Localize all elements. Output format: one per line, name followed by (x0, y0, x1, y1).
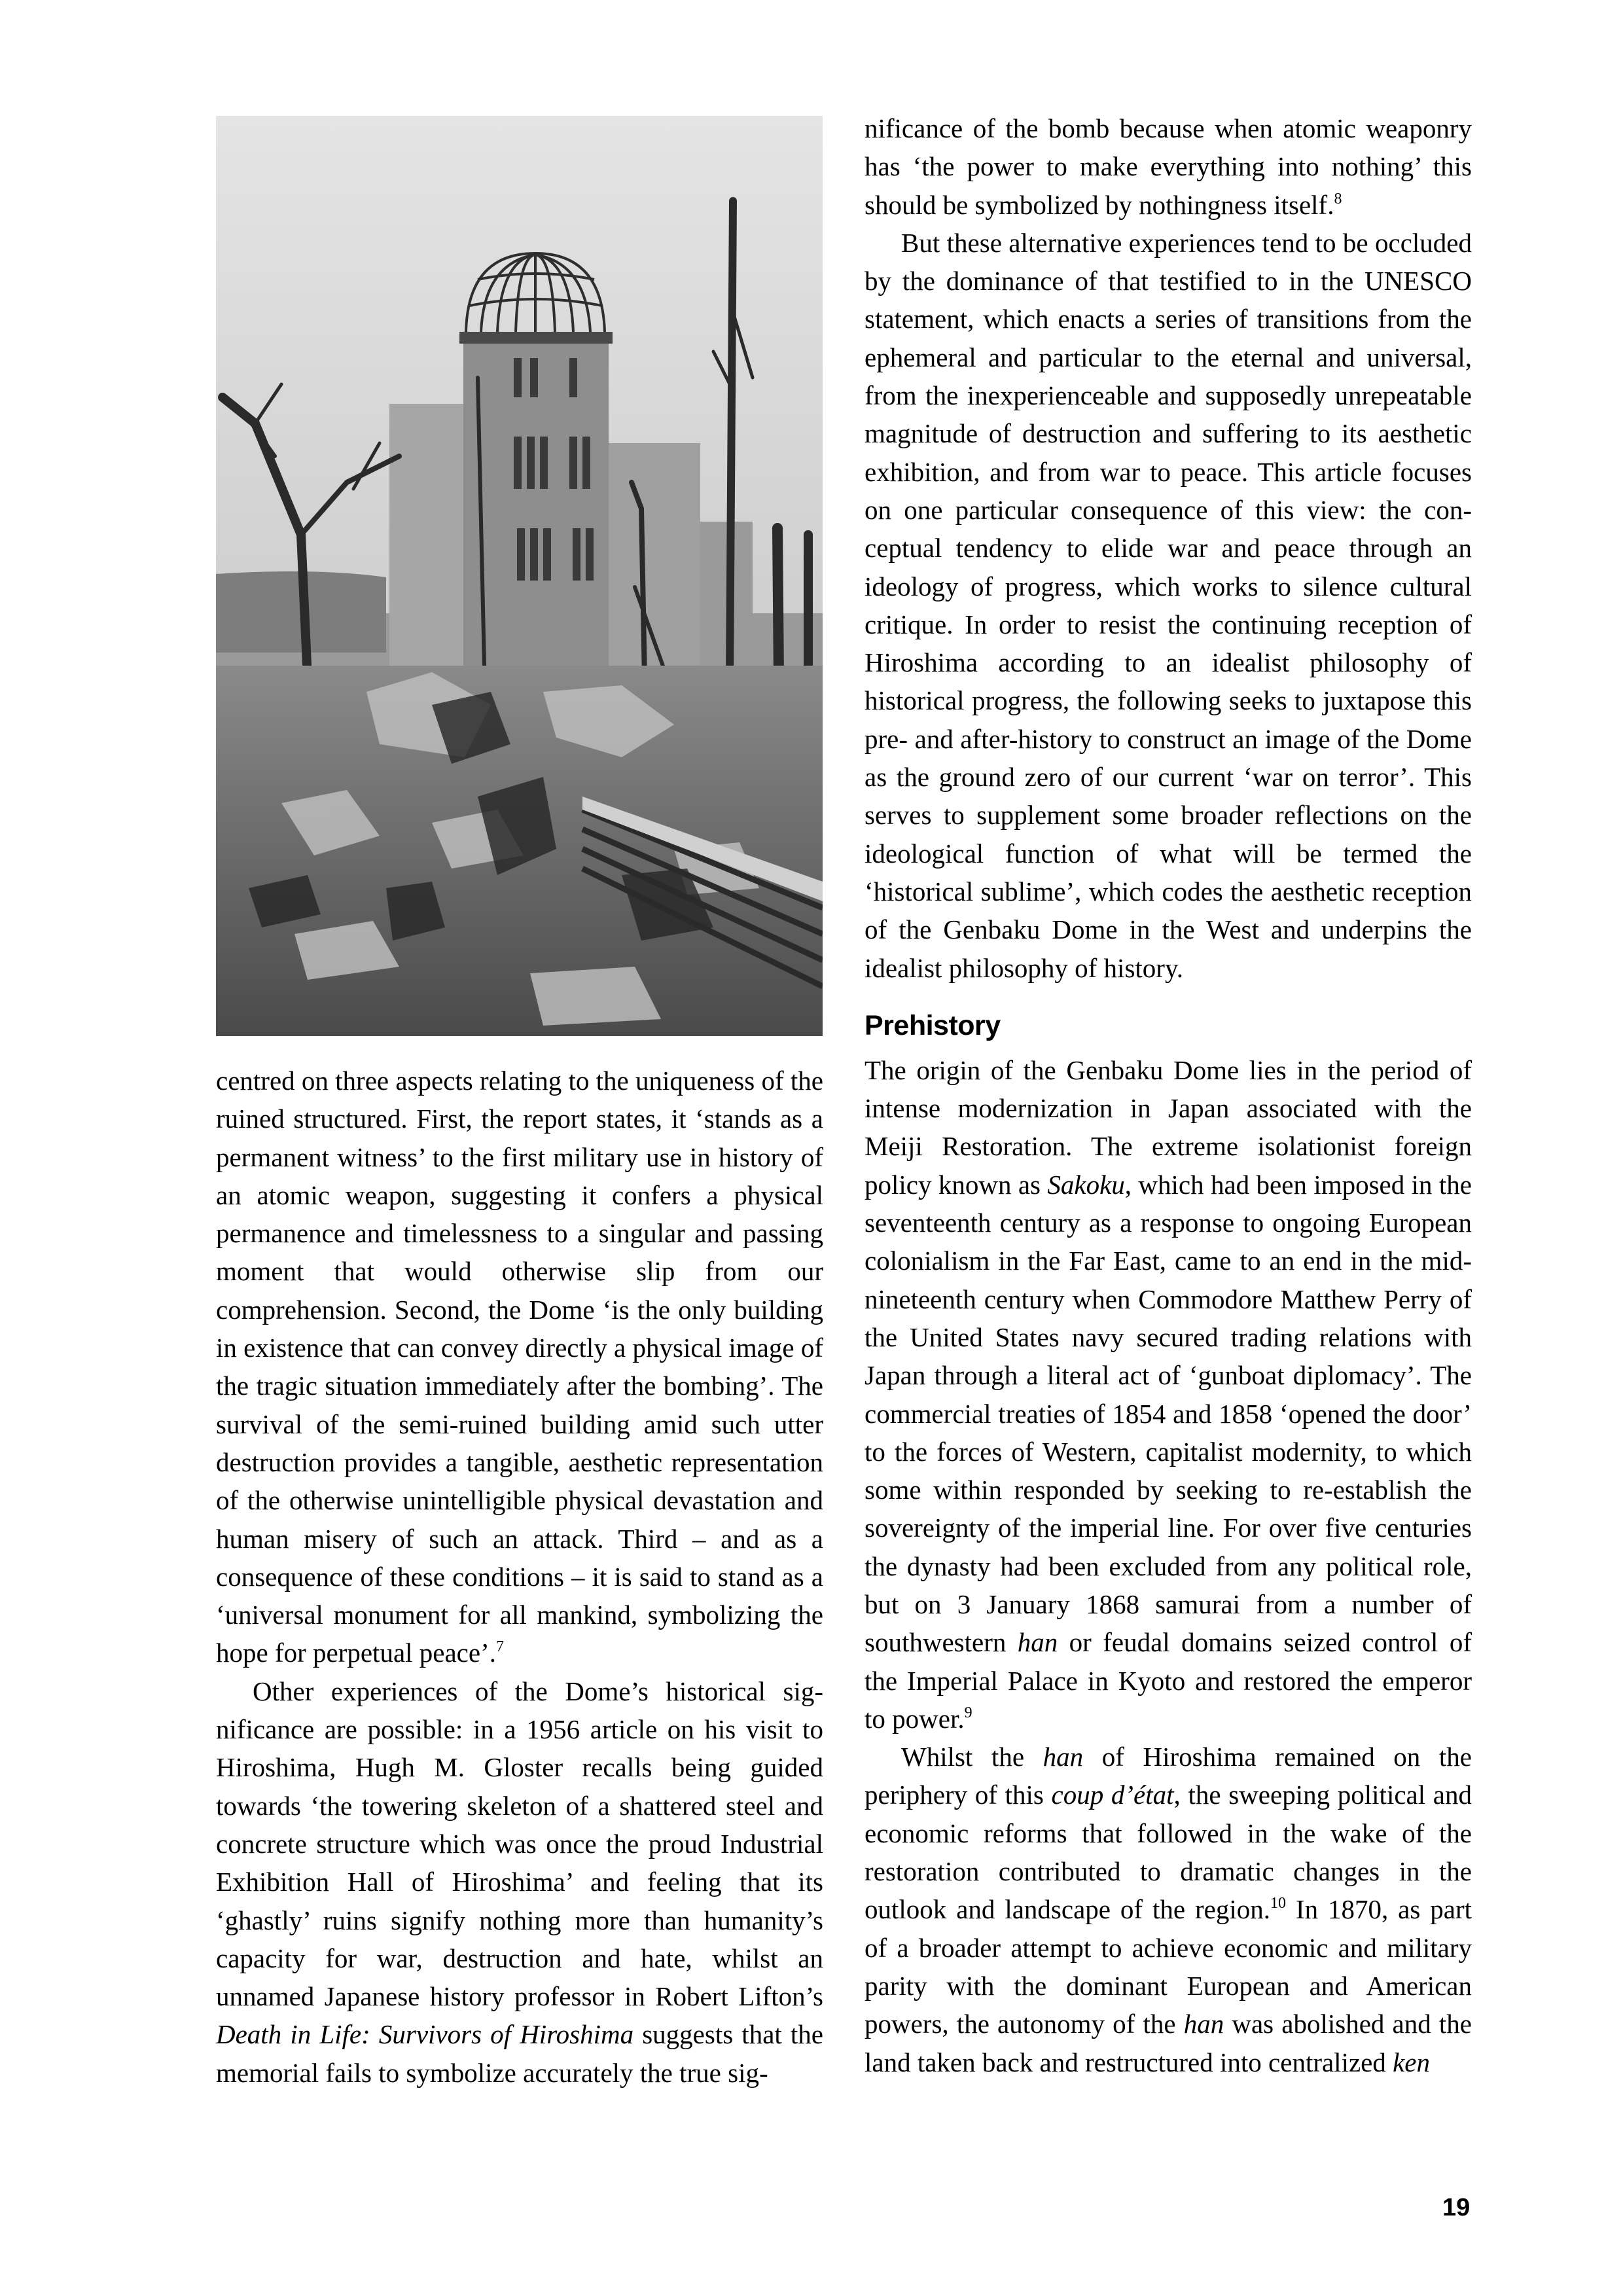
page-number: 19 (1442, 2194, 1471, 2221)
ruins-photo-illustration (216, 116, 823, 1036)
paragraph-hiroshima-han: Whilst the han of Hiroshima remained on the periphery of this coup d’état, the sweeping political and economic reforms that followed in the wake of the restoration contributed to dramatic changes in the outlook and landscape of the region.$^{10}$ In 1870, as part of a broader attempt to achieve economic and military parity with the dominant European and American powers, the autonomy of the han was abolished and the land taken back and restructured into centralized ken (865, 1742, 1472, 2077)
footnote-marker[interactable]: 7 (495, 1638, 504, 1656)
paragraph-continuation: nificance of the bomb because when atomic weaponry has ‘the power to make everything into nothing’ this should be symbolized by nothingness itself.$^8$ (865, 113, 1472, 220)
paragraph-other-experiences: Other experiences of the Dome’s historical significance are possible: in a 1956 article on his visit to Hiroshima, Hugh M. Gloster recalls being guided towards ‘the towering skeleton of a shattered steel and concrete structure which was once the proud Industrial Exhibition Hall of Hiroshima’ and feeling that its ‘ghastly’ ruins signify nothing more than humanity’s capacity for war, destruction and hate, whilst an unnamed Japanese history professor in Robert Lifton’s Death in Life: Survivors of Hiroshima suggests that the memorial fails to symbolize accurately the true sig- (216, 1676, 823, 2088)
paragraph-unesco-aspects: centred on three aspects relating to the uniqueness of the ruined structured. First, the report states, it ‘stands as a permanent witness’ to the first military use in history of an atomic weapon, suggesting it confers a physical permanence and timelessness to a singular and passing moment that would otherwise slip from our comprehension. Second, the Dome ‘is the only building in existence that can convey directly a physical image of the tragic situation immediately after the bombing’. The survival of the semi-ruined building amid such utter destruction provides a tangible, aesthetic representation of the otherwise unintelligible physical devastation and human misery of such an attack. Third – and as a consequence of these conditions – it is said to stand as a ‘universal monument for all mankind, symbolizing the hope for perpetual peace’.$^7$ (216, 1066, 823, 1668)
section-heading-prehistory: Prehistory (865, 1009, 1001, 1041)
paragraph-alternative-experiences: But these alternative experiences tend to be occluded by the dominance of that testified to in the UNESCO statement, which enacts a series of transitions from the ephemeral and particular to the eternal and universal, from the inexperienceable and supposedly unrepeatable magnitude of destruction and suffering to its aesthetic exhibition, and from war to peace. This article focuses on one particular consequence of this view: the conceptual tendency to elide war and peace through an ideology of progress, which works to silence cultural critique. In order to resist the continuing reception of Hiroshima according to an idealist philosophy of historical progress, the following seeks to juxtapose this pre- and after-history to construct an image of the Dome as the ground zero of our current ‘war on terror’. This serves to supplement some broader reflections on the ideological function of what will be termed the ‘historical sublime’, which codes the aesthetic reception of the Genbaku Dome in the West and underpins the idealist philosophy of history. (865, 227, 1472, 983)
paragraph-origin: The origin of the Genbaku Dome lies in the period of intense modernization in Japan associated with the Meiji Restoration. The extreme isolationist foreign policy known as Sakoku, which had been imposed in the seventeenth century as a response to ongoing European colonialism in the Far East, came to an end in the mid-nineteenth century when Commodore Matthew Perry of the United States navy secured trading relations with Japan through a literal act of ‘gunboat diplomacy’. The commercial treaties of 1854 and 1858 ‘opened the door’ to the forces of Western, capitalist modernity, to which some within responded by seeking to re-establish the sovereignty of the imperial line. For over five centuries the dynasty had been excluded from any political role, but on 3 January 1868 samurai from a number of southwestern han or feudal domains seized control of the Imperial Palace in Kyoto and restored the emperor to power.$^9$ (865, 1054, 1472, 1734)
footnote-marker[interactable]: 10 (1270, 1895, 1286, 1912)
right-text-column (865, 109, 1472, 2081)
left-text-column (216, 1062, 823, 2092)
footnote-marker[interactable]: 9 (964, 1704, 972, 1721)
genbaku-dome-photograph (216, 116, 823, 1036)
book-title: Death in Life: Survivors of Hiroshima (216, 2019, 634, 2050)
footnote-marker[interactable]: 8 (1334, 190, 1342, 207)
